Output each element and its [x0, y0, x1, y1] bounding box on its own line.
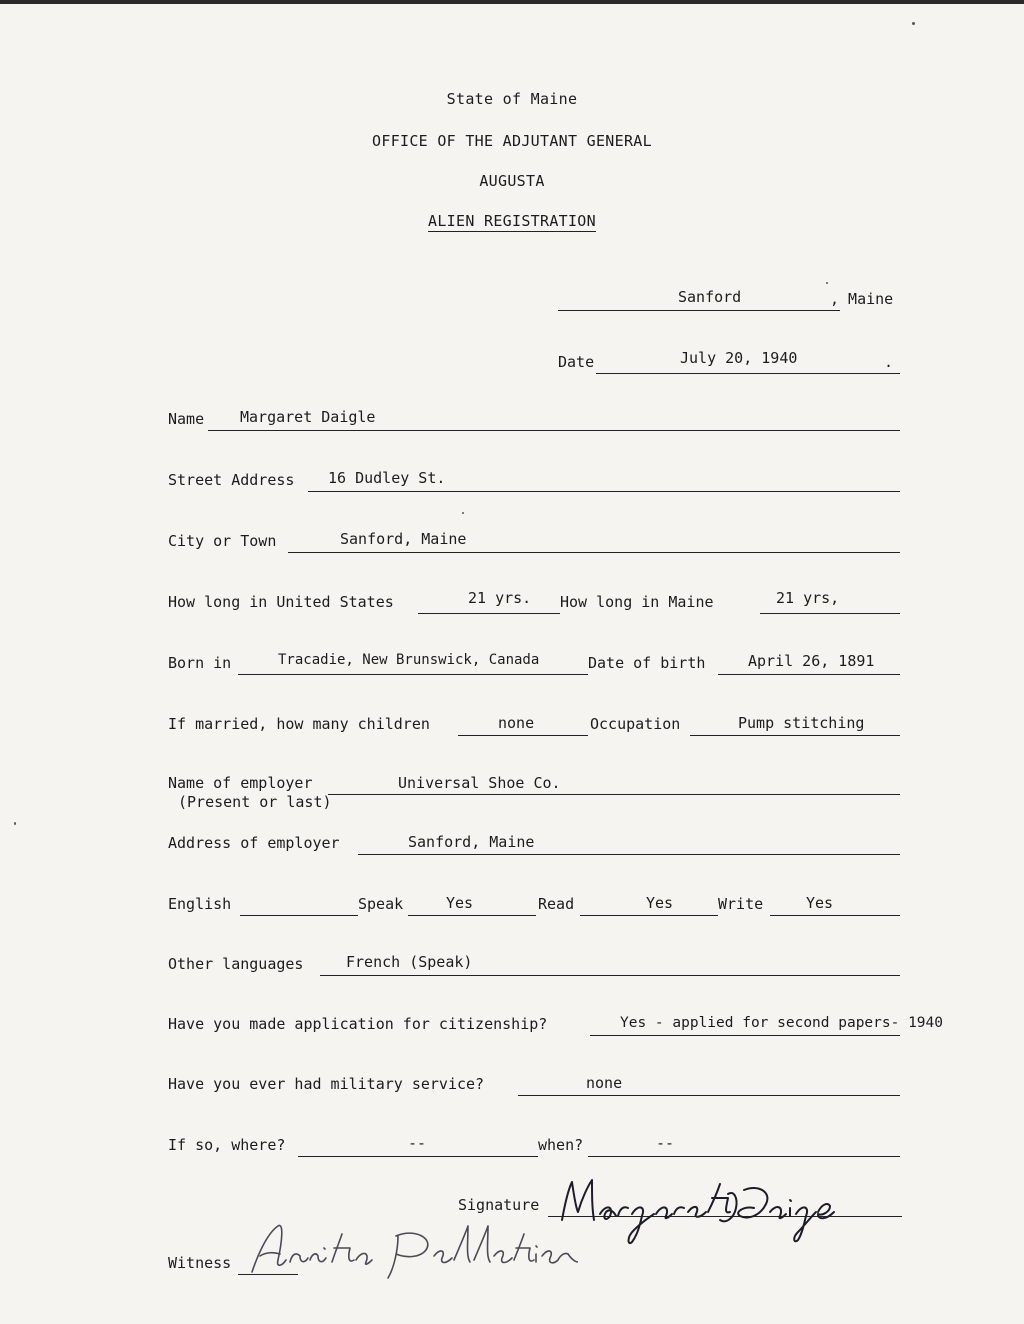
signature-label: Signature	[458, 1196, 540, 1214]
scan-speck	[826, 282, 828, 284]
date-suffix: .	[884, 353, 894, 371]
name-value: Margaret Daigle	[240, 408, 376, 426]
maine-duration-value: 21 yrs,	[776, 589, 840, 607]
header-city: AUGUSTA	[479, 172, 545, 190]
signature-handwriting	[548, 1168, 838, 1250]
occupation-label: Occupation	[590, 715, 681, 733]
witness-text: Anita Pelletier	[238, 1212, 248, 1213]
date-label: Date	[558, 353, 595, 371]
employer-sublabel: (Present or last)	[178, 793, 332, 811]
write-value: Yes	[806, 894, 834, 912]
military-line	[518, 1095, 900, 1096]
children-label: If married, how many children	[168, 715, 430, 733]
write-line	[770, 915, 900, 916]
header-title-text: ALIEN REGISTRATION	[428, 212, 596, 230]
military-value: none	[586, 1074, 623, 1092]
english-label: English	[168, 895, 232, 913]
place-value: Sanford	[678, 288, 742, 306]
dob-line	[718, 674, 900, 675]
employer-address-label: Address of employer	[168, 834, 340, 852]
military-label: Have you ever had military service?	[168, 1075, 485, 1093]
header-office: OFFICE OF THE ADJUTANT GENERAL	[372, 132, 652, 150]
citizenship-line	[590, 1035, 900, 1036]
born-in-line	[238, 674, 588, 675]
city-label: City or Town	[168, 532, 277, 550]
other-languages-label: Other languages	[168, 955, 304, 973]
read-line	[580, 915, 718, 916]
maine-duration-line	[760, 613, 900, 614]
employer-line	[328, 794, 900, 795]
read-value: Yes	[646, 894, 674, 912]
maine-duration-label: How long in Maine	[560, 593, 714, 611]
speak-value: Yes	[446, 894, 474, 912]
occupation-value: Pump stitching	[738, 714, 865, 732]
city-value: Sanford, Maine	[340, 530, 467, 548]
employer-address-value: Sanford, Maine	[408, 833, 535, 851]
when-value: --	[656, 1134, 675, 1152]
born-in-value: Tracadie, New Brunswick, Canada	[278, 652, 540, 668]
employer-address-line	[358, 854, 900, 855]
scan-speck	[14, 822, 16, 825]
speak-label: Speak	[358, 895, 404, 913]
other-languages-line	[320, 975, 900, 976]
date-value: July 20, 1940	[680, 349, 798, 367]
citizenship-value: Yes - applied for second papers- 1940	[620, 1015, 944, 1031]
us-duration-value: 21 yrs.	[468, 589, 532, 607]
dob-label: Date of birth	[588, 654, 706, 672]
us-duration-label: How long in United States	[168, 593, 394, 611]
write-label: Write	[718, 895, 764, 913]
when-label: when?	[538, 1136, 584, 1154]
city-line	[288, 552, 900, 553]
children-value: none	[498, 714, 535, 732]
scan-edge	[0, 0, 1024, 4]
read-label: Read	[538, 895, 575, 913]
employer-value: Universal Shoe Co.	[398, 774, 561, 792]
name-label: Name	[168, 410, 205, 428]
header-title	[0, 212, 1024, 230]
signature-text: Margaret Daigle	[548, 1168, 558, 1169]
dob-value: April 26, 1891	[748, 652, 875, 670]
scan-speck	[462, 512, 464, 514]
children-line	[458, 735, 588, 736]
place-suffix: , Maine	[830, 290, 894, 308]
place-line	[558, 310, 840, 311]
when-line	[588, 1156, 900, 1157]
witness-handwriting	[238, 1212, 578, 1292]
header-state: State of Maine	[446, 90, 578, 108]
witness-label: Witness	[168, 1254, 232, 1272]
date-line	[596, 373, 900, 374]
employer-label: Name of employer	[168, 774, 313, 792]
where-value: --	[408, 1134, 427, 1152]
citizenship-label: Have you made application for citizenship?	[168, 1015, 548, 1033]
where-line	[298, 1156, 538, 1157]
occupation-line	[690, 735, 900, 736]
born-in-label: Born in	[168, 654, 232, 672]
street-value: 16 Dudley St.	[328, 469, 446, 487]
us-duration-line	[418, 613, 560, 614]
other-languages-value: French (Speak)	[346, 953, 473, 971]
speak-line	[408, 915, 536, 916]
where-label: If so, where?	[168, 1136, 286, 1154]
name-line	[208, 430, 900, 431]
english-line	[240, 915, 358, 916]
street-label: Street Address	[168, 471, 295, 489]
street-line	[308, 491, 900, 492]
scan-speck	[912, 22, 915, 25]
